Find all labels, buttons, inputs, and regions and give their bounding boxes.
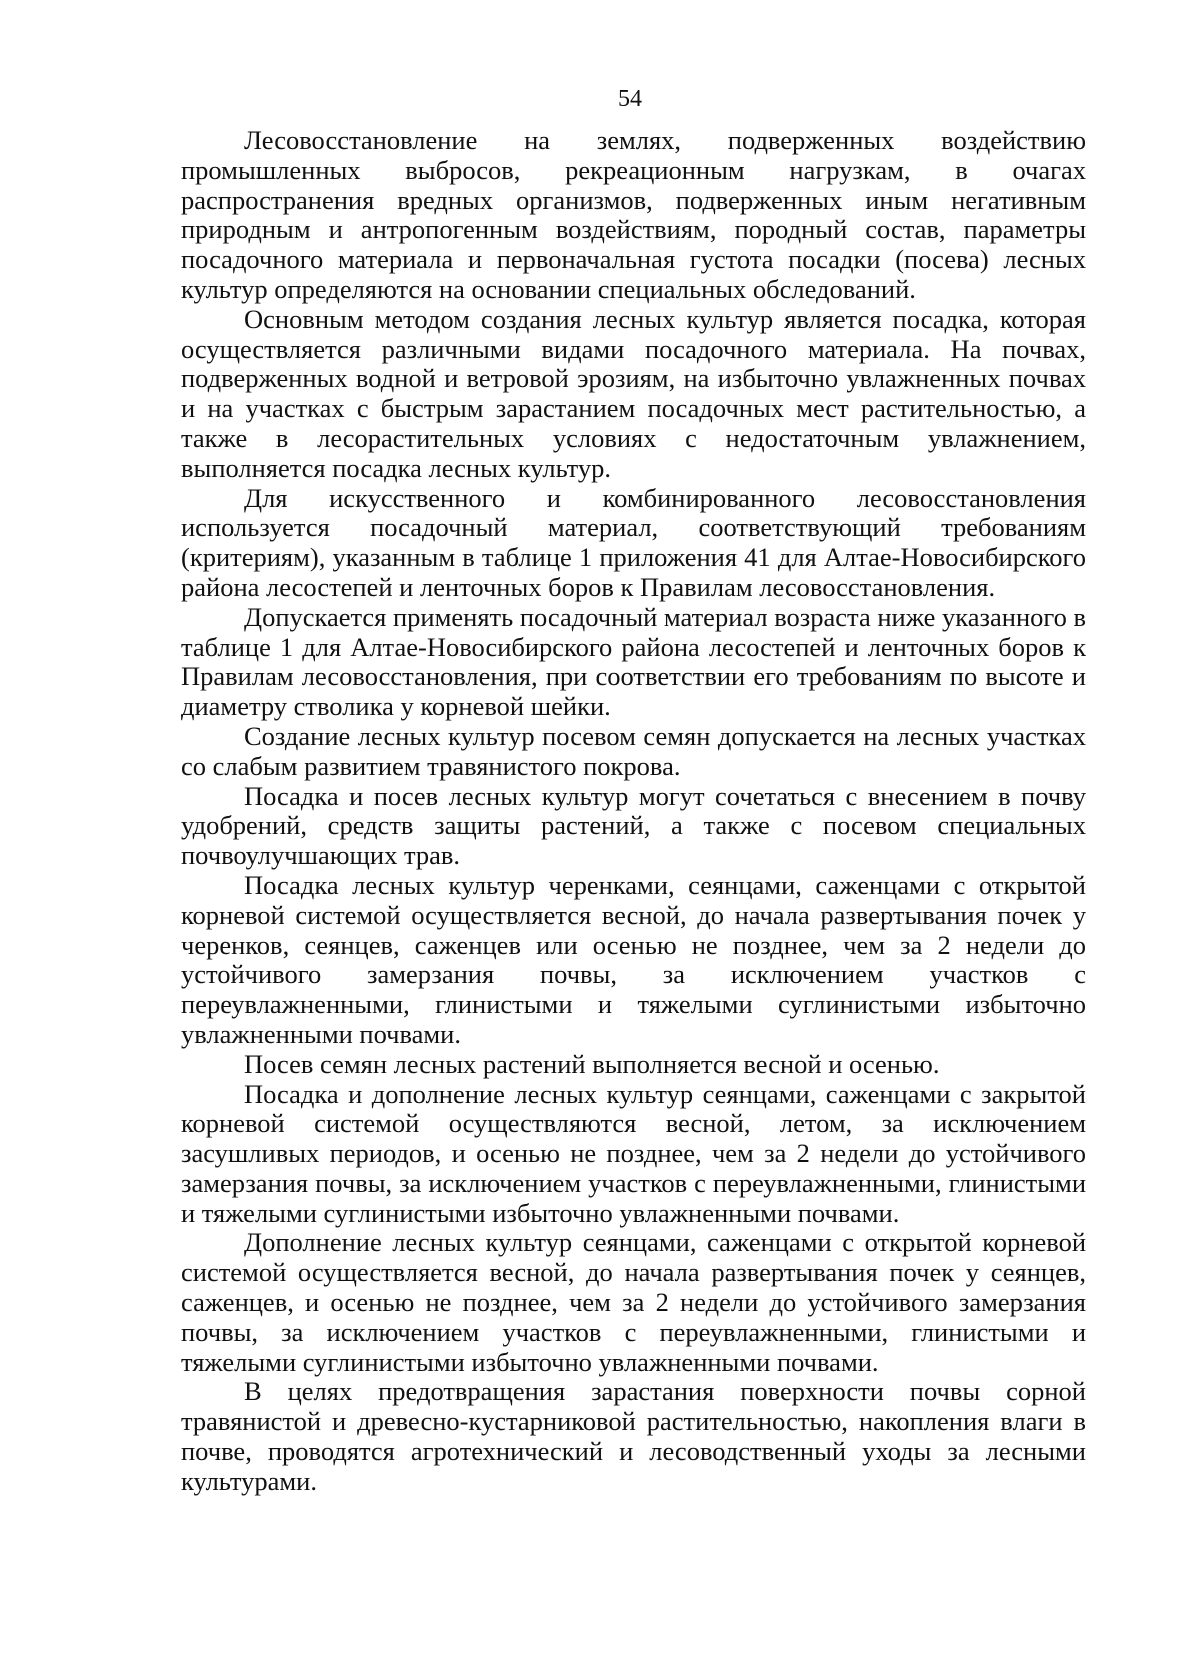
paragraph-7: Посадка лесных культур черенками, сеянцами, саженцами с открытой корневой системой осуществляется весной, до начала развертывания почек у черенков, сеянцев, саженцев или осенью не позднее, чем за 2 недели до устойчивого замерзания почвы, за исключением участков с переувлажненными, глинистыми и тяжелыми суглинистыми избыточно увлажненными почвами.: [181, 869, 1086, 1049]
paragraph-11: В целях предотвращения зарастания поверхности почвы сорной травянистой и древесно-кустарниковой растительностью, накопления влаги в почве, проводятся агротехнический и лесоводственный уходы за лесными культурами.: [181, 1376, 1086, 1496]
paragraph-4: Допускается применять посадочный материал возраста ниже указанного в таблице 1 для Алтае-Новосибирского района лесостепей и ленточных боров к Правилам лесовосстановления, при соответствии его требованиям по высоте и диаметру стволика у корневой шейки.: [181, 601, 1086, 722]
paragraph-8: Посев семян лесных растений выполняется весной и осенью.: [244, 1048, 940, 1079]
paragraph-2: Основным методом создания лесных культур является посадка, которая осуществляется различными видами посадочного материала. На почвах, подверженных водной и ветровой эрозиям, на избыточно увлажненных почвах и на участках с быстрым зарастанием посадочных мест растительностью, а также в лесорастительных условиях с недостаточным увлажнением, выполняется посадка лесных культур.: [181, 303, 1086, 483]
paragraph-9: Посадка и дополнение лесных культур сеянцами, саженцами с закрытой корневой системой осуществляются весной, летом, за исключением засушливых периодов, и осенью не позднее, чем за 2 недели до устойчивого замерзания почвы, за исключением участков с переувлажненными, глинистыми и тяжелыми суглинистыми избыточно увлажненными почвами.: [181, 1078, 1086, 1228]
body-text: [181, 126, 1086, 1497]
paragraph-5: Создание лесных культур посевом семян допускается на лесных участках со слабым развитием травянистого покрова.: [181, 720, 1086, 781]
paragraph-3: Для искусственного и комбинированного лесовосстановления используется посадочный материал, соответствующий требованиям (критериям), указанным в таблице 1 приложения 41 для Алтае-Новосибирского района лесостепей и ленточных боров к Правилам лесовосстановления.: [181, 482, 1086, 602]
paragraph-10: Дополнение лесных культур сеянцами, саженцами с открытой корневой системой осуществляется весной, до начала развертывания почек у сеянцев, саженцев, и осенью не позднее, чем за 2 недели до устойчивого замерзания почвы, за исключением участков с переувлажненными, глинистыми и тяжелыми суглинистыми избыточно увлажненными почвами.: [181, 1227, 1086, 1377]
paragraph-1: Лесовосстановление на землях, подверженных воздействию промышленных выбросов, рекреационным нагрузкам, в очагах распространения вредных организмов, подверженных иным негативным природным и антропогенным воздействиям, породный состав, параметры посадочного материала и первоначальная густота посадки (посева) лесных культур определяются на основании специальных обследований.: [181, 125, 1086, 304]
page-number: 54: [618, 86, 642, 112]
paragraph-6: Посадка и посев лесных культур могут сочетаться с внесением в почву удобрений, средств защиты растений, а также с посевом специальных почвоулучшающих трав.: [181, 780, 1086, 871]
